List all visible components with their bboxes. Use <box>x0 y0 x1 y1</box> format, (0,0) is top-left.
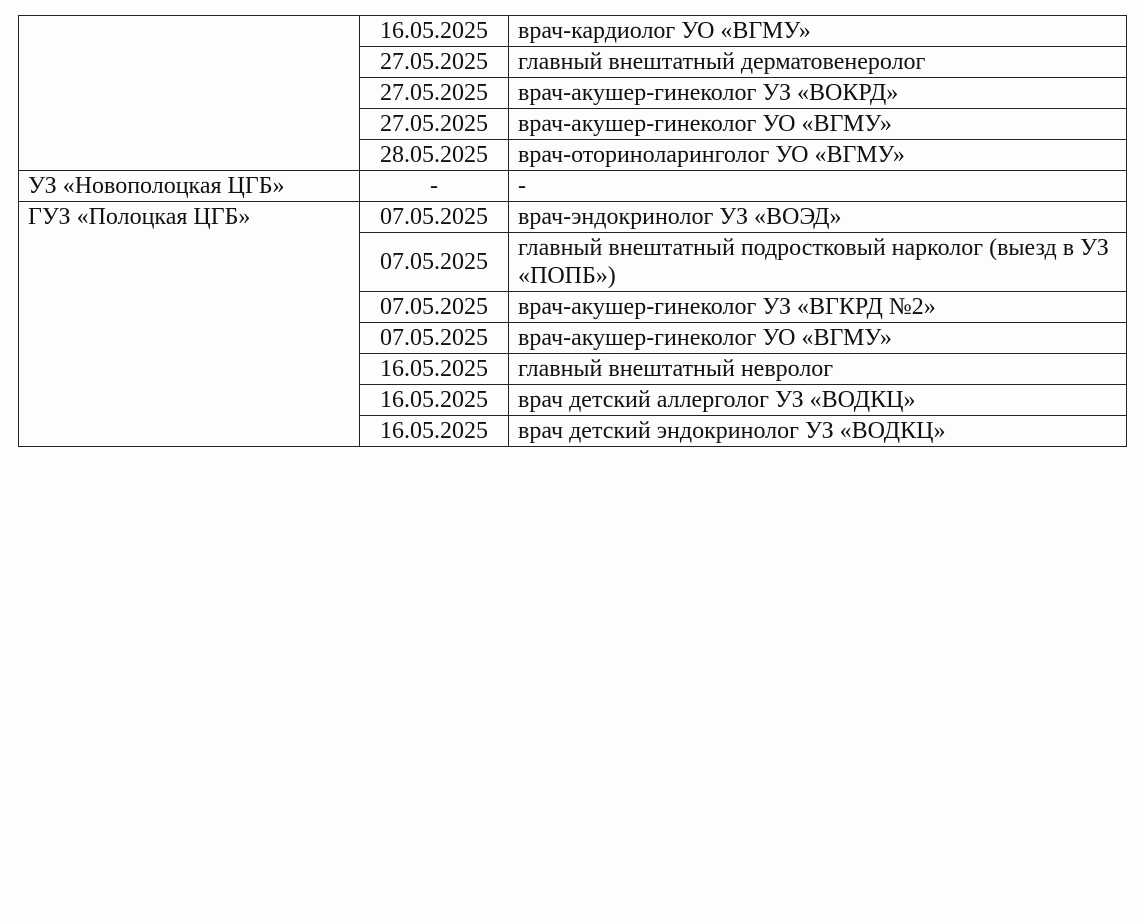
table-row <box>19 202 1127 233</box>
specialist-cell: врач детский аллерголог УЗ «ВОДКЦ» <box>509 385 1127 416</box>
specialist-cell: врач-оториноларинголог УО «ВГМУ» <box>509 140 1127 171</box>
specialist-cell: главный внештатный дерматовенеролог <box>509 47 1127 78</box>
organization-cell: УЗ «Новополоцкая ЦГБ» <box>19 171 360 202</box>
organization-cell: ГУЗ «Полоцкая ЦГБ» <box>19 202 360 447</box>
date-cell: 27.05.2025 <box>360 109 509 140</box>
table-row <box>19 16 1127 47</box>
date-cell: 16.05.2025 <box>360 354 509 385</box>
date-cell: 07.05.2025 <box>360 292 509 323</box>
date-cell: - <box>360 171 509 202</box>
specialist-cell: - <box>509 171 1127 202</box>
specialist-cell: главный внештатный подростковый нарколог (выезд в УЗ «ПОПБ») <box>509 233 1127 292</box>
date-cell: 07.05.2025 <box>360 323 509 354</box>
organization-cell <box>19 16 360 171</box>
specialist-cell: врач-эндокринолог УЗ «ВОЭД» <box>509 202 1127 233</box>
specialist-cell: врач-кардиолог УО «ВГМУ» <box>509 16 1127 47</box>
table-row <box>19 171 1127 202</box>
date-cell: 27.05.2025 <box>360 78 509 109</box>
specialist-cell: врач-акушер-гинеколог УО «ВГМУ» <box>509 109 1127 140</box>
specialist-cell: главный внештатный невролог <box>509 354 1127 385</box>
date-cell: 16.05.2025 <box>360 16 509 47</box>
date-cell: 27.05.2025 <box>360 47 509 78</box>
date-cell: 28.05.2025 <box>360 140 509 171</box>
date-cell: 07.05.2025 <box>360 202 509 233</box>
date-cell: 16.05.2025 <box>360 416 509 447</box>
schedule-table <box>18 15 1127 447</box>
date-cell: 16.05.2025 <box>360 385 509 416</box>
specialist-cell: врач-акушер-гинеколог УО «ВГМУ» <box>509 323 1127 354</box>
specialist-cell: врач-акушер-гинеколог УЗ «ВГКРД №2» <box>509 292 1127 323</box>
date-cell: 07.05.2025 <box>360 233 509 292</box>
specialist-cell: врач-акушер-гинеколог УЗ «ВОКРД» <box>509 78 1127 109</box>
specialist-cell: врач детский эндокринолог УЗ «ВОДКЦ» <box>509 416 1127 447</box>
